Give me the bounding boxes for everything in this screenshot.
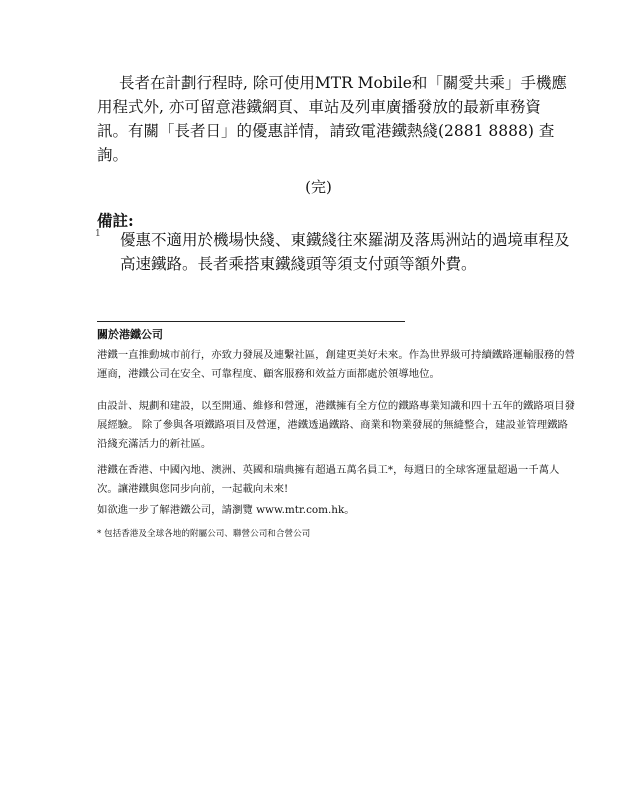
asterisk-note: * 包括香港及全球各地的附屬公司、聯營公司和合營公司: [97, 529, 311, 539]
about-title: 關於港鐵公司: [97, 328, 163, 341]
footnote-text: 優惠不適用於機場快綫、東鐵綫往來羅湖及落馬洲站的過境車程及高速鐵路。長者乘搭東鐵綫頭等須支付頭等額外費。: [120, 231, 570, 273]
section-divider: [97, 321, 405, 322]
about-paragraph-3: 港鐵在香港、中國內地、澳洲、英國和瑞典擁有超過五萬名員工*，每週日的全球客運量超過一千萬人次。讓港鐵與您同步向前，一起載向未來!: [97, 464, 560, 495]
body-paragraph: [97, 71, 567, 167]
body-paragraph-text: 長者在計劃行程時, 除可使用MTR Mobile和「關愛共乘」手機應用程式外, 亦可留意港鐵網頁、車站及列車廣播發放的最新車務資訊。有關「長者日」的優惠詳情，請致電港鐵熱綫(2881 8888) 查詢。: [97, 74, 567, 164]
footnote-mark: 1: [95, 229, 101, 239]
notes-heading: 備註:: [97, 211, 134, 230]
about-paragraph-2: 由設計、規劃和建設，以至開通、維修和營運，港鐵擁有全方位的鐵路專業知識和四十五年的鐵路項目發展經驗。 除了參與各項鐵路項目及營運，港鐵透過鐵路、商業和物業發展的無縫整合，建設並管理鐵路沿綫充滿活力的新社區。: [97, 400, 575, 450]
end-marker: (完): [305, 178, 332, 196]
about-paragraph-1: 港鐵一直推動城市前行，亦致力發展及連繫社區，創建更美好未來。作為世界級可持續鐵路運輸服務的營運商，港鐵公司在安全、可靠程度、顧客服務和效益方面都處於領導地位。: [97, 349, 575, 380]
about-paragraph-4: 如欲進一步了解港鐵公司，請瀏覽 www.mtr.com.hk。: [97, 504, 355, 516]
